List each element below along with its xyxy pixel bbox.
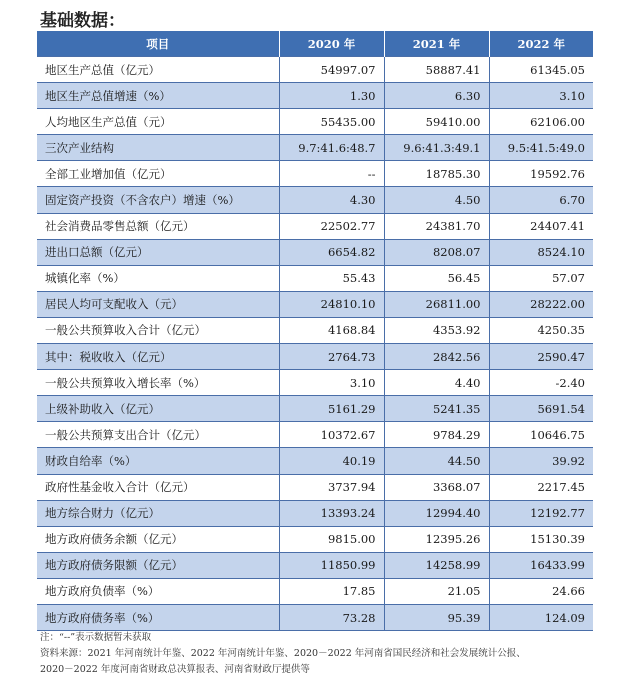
row-label: 固定资产投资（不含农户）增速（%） bbox=[37, 187, 279, 213]
row-value: 8208.07 bbox=[384, 239, 489, 265]
row-value: 56.45 bbox=[384, 265, 489, 291]
row-value: 12395.26 bbox=[384, 526, 489, 552]
row-label: 社会消费品零售总额（亿元） bbox=[37, 213, 279, 239]
table-row bbox=[37, 448, 593, 474]
row-value: 5161.29 bbox=[279, 396, 384, 422]
row-value: 55.43 bbox=[279, 265, 384, 291]
row-value: 73.28 bbox=[279, 604, 384, 630]
section-title: 基础数据： bbox=[40, 11, 125, 31]
row-value: 24407.41 bbox=[489, 213, 593, 239]
row-value: 4168.84 bbox=[279, 317, 384, 343]
row-value: 5241.35 bbox=[384, 396, 489, 422]
table-row bbox=[37, 291, 593, 317]
row-label: 地方政府债务余额（亿元） bbox=[37, 526, 279, 552]
row-label: 三次产业结构 bbox=[37, 135, 279, 161]
row-label: 地方政府负债率（%） bbox=[37, 578, 279, 604]
row-value: -- bbox=[279, 161, 384, 187]
header-item: 项目 bbox=[37, 31, 279, 57]
row-label: 上级补助收入（亿元） bbox=[37, 396, 279, 422]
row-label: 城镇化率（%） bbox=[37, 265, 279, 291]
row-value: 39.92 bbox=[489, 448, 593, 474]
row-value: 1.30 bbox=[279, 83, 384, 109]
basic-data-table bbox=[37, 31, 593, 631]
row-label: 地方政府债务限额（亿元） bbox=[37, 552, 279, 578]
row-value: 61345.05 bbox=[489, 57, 593, 83]
table-row bbox=[37, 526, 593, 552]
row-label: 进出口总额（亿元） bbox=[37, 239, 279, 265]
row-value: 55435.00 bbox=[279, 109, 384, 135]
row-value: -2.40 bbox=[489, 370, 593, 396]
footnote-source: 资料来源：2021 年河南统计年鉴、2022 年河南统计年鉴、2020－2022 年河南省国民经济和社会发展统计公报、 bbox=[40, 648, 526, 659]
row-label: 一般公共预算收入合计（亿元） bbox=[37, 317, 279, 343]
table-row bbox=[37, 552, 593, 578]
table-row bbox=[37, 187, 593, 213]
row-value: 57.07 bbox=[489, 265, 593, 291]
row-value: 4353.92 bbox=[384, 317, 489, 343]
row-value: 12192.77 bbox=[489, 500, 593, 526]
row-value: 24.66 bbox=[489, 578, 593, 604]
row-value: 9.6:41.3:49.1 bbox=[384, 135, 489, 161]
row-value: 26811.00 bbox=[384, 291, 489, 317]
row-value: 12994.40 bbox=[384, 500, 489, 526]
row-value: 21.05 bbox=[384, 578, 489, 604]
header-2021: 2021 年 bbox=[384, 31, 489, 57]
row-value: 6.30 bbox=[384, 83, 489, 109]
table-row bbox=[37, 604, 593, 630]
table-row bbox=[37, 213, 593, 239]
row-value: 16433.99 bbox=[489, 552, 593, 578]
row-label: 地方政府债务率（%） bbox=[37, 604, 279, 630]
row-value: 3368.07 bbox=[384, 474, 489, 500]
table-row bbox=[37, 370, 593, 396]
table-row bbox=[37, 317, 593, 343]
row-label: 财政自给率（%） bbox=[37, 448, 279, 474]
row-value: 18785.30 bbox=[384, 161, 489, 187]
row-value: 2842.56 bbox=[384, 344, 489, 370]
row-value: 59410.00 bbox=[384, 109, 489, 135]
row-value: 40.19 bbox=[279, 448, 384, 474]
row-value: 4.50 bbox=[384, 187, 489, 213]
row-value: 9.5:41.5:49.0 bbox=[489, 135, 593, 161]
row-label: 一般公共预算收入增长率（%） bbox=[37, 370, 279, 396]
row-value: 9784.29 bbox=[384, 422, 489, 448]
row-value: 3.10 bbox=[279, 370, 384, 396]
row-value: 24810.10 bbox=[279, 291, 384, 317]
row-value: 2217.45 bbox=[489, 474, 593, 500]
row-value: 44.50 bbox=[384, 448, 489, 474]
row-label: 地区生产总值（亿元） bbox=[37, 57, 279, 83]
row-value: 17.85 bbox=[279, 578, 384, 604]
row-value: 9.7:41.6:48.7 bbox=[279, 135, 384, 161]
row-value: 3.10 bbox=[489, 83, 593, 109]
row-value: 4.30 bbox=[279, 187, 384, 213]
row-value: 58887.41 bbox=[384, 57, 489, 83]
row-value: 95.39 bbox=[384, 604, 489, 630]
row-label: 政府性基金收入合计（亿元） bbox=[37, 474, 279, 500]
row-value: 19592.76 bbox=[489, 161, 593, 187]
row-value: 15130.39 bbox=[489, 526, 593, 552]
row-value: 6654.82 bbox=[279, 239, 384, 265]
row-value: 124.09 bbox=[489, 604, 593, 630]
row-value: 11850.99 bbox=[279, 552, 384, 578]
row-value: 13393.24 bbox=[279, 500, 384, 526]
table-row bbox=[37, 500, 593, 526]
row-value: 28222.00 bbox=[489, 291, 593, 317]
footnote-note: 注：“--”表示数据暂未获取 bbox=[40, 632, 152, 643]
row-value: 4250.35 bbox=[489, 317, 593, 343]
table-header-row bbox=[37, 31, 593, 57]
row-label: 人均地区生产总值（元） bbox=[37, 109, 279, 135]
header-2022: 2022 年 bbox=[489, 31, 593, 57]
table-row bbox=[37, 265, 593, 291]
footnotes bbox=[40, 630, 620, 678]
footnote-source-cont: 2020－2022 年度河南省财政总决算报表、河南省财政厅提供等 bbox=[40, 664, 310, 675]
row-value: 4.40 bbox=[384, 370, 489, 396]
row-value: 54997.07 bbox=[279, 57, 384, 83]
table-row bbox=[37, 474, 593, 500]
row-label: 地方综合财力（亿元） bbox=[37, 500, 279, 526]
header-2020: 2020 年 bbox=[279, 31, 384, 57]
row-label: 全部工业增加值（亿元） bbox=[37, 161, 279, 187]
table-body bbox=[37, 57, 593, 631]
table-row bbox=[37, 57, 593, 83]
table-row bbox=[37, 83, 593, 109]
row-value: 6.70 bbox=[489, 187, 593, 213]
table-row bbox=[37, 161, 593, 187]
row-label: 一般公共预算支出合计（亿元） bbox=[37, 422, 279, 448]
table-row bbox=[37, 344, 593, 370]
table-row bbox=[37, 239, 593, 265]
table-row bbox=[37, 422, 593, 448]
table-row bbox=[37, 578, 593, 604]
row-value: 2764.73 bbox=[279, 344, 384, 370]
table-row bbox=[37, 396, 593, 422]
row-value: 10372.67 bbox=[279, 422, 384, 448]
table-row bbox=[37, 109, 593, 135]
row-value: 9815.00 bbox=[279, 526, 384, 552]
row-value: 62106.00 bbox=[489, 109, 593, 135]
row-value: 3737.94 bbox=[279, 474, 384, 500]
table-row bbox=[37, 135, 593, 161]
row-value: 24381.70 bbox=[384, 213, 489, 239]
row-value: 2590.47 bbox=[489, 344, 593, 370]
row-value: 14258.99 bbox=[384, 552, 489, 578]
row-value: 8524.10 bbox=[489, 239, 593, 265]
row-label: 其中：税收收入（亿元） bbox=[37, 344, 279, 370]
row-value: 10646.75 bbox=[489, 422, 593, 448]
row-value: 22502.77 bbox=[279, 213, 384, 239]
row-value: 5691.54 bbox=[489, 396, 593, 422]
row-label: 地区生产总值增速（%） bbox=[37, 83, 279, 109]
row-label: 居民人均可支配收入（元） bbox=[37, 291, 279, 317]
